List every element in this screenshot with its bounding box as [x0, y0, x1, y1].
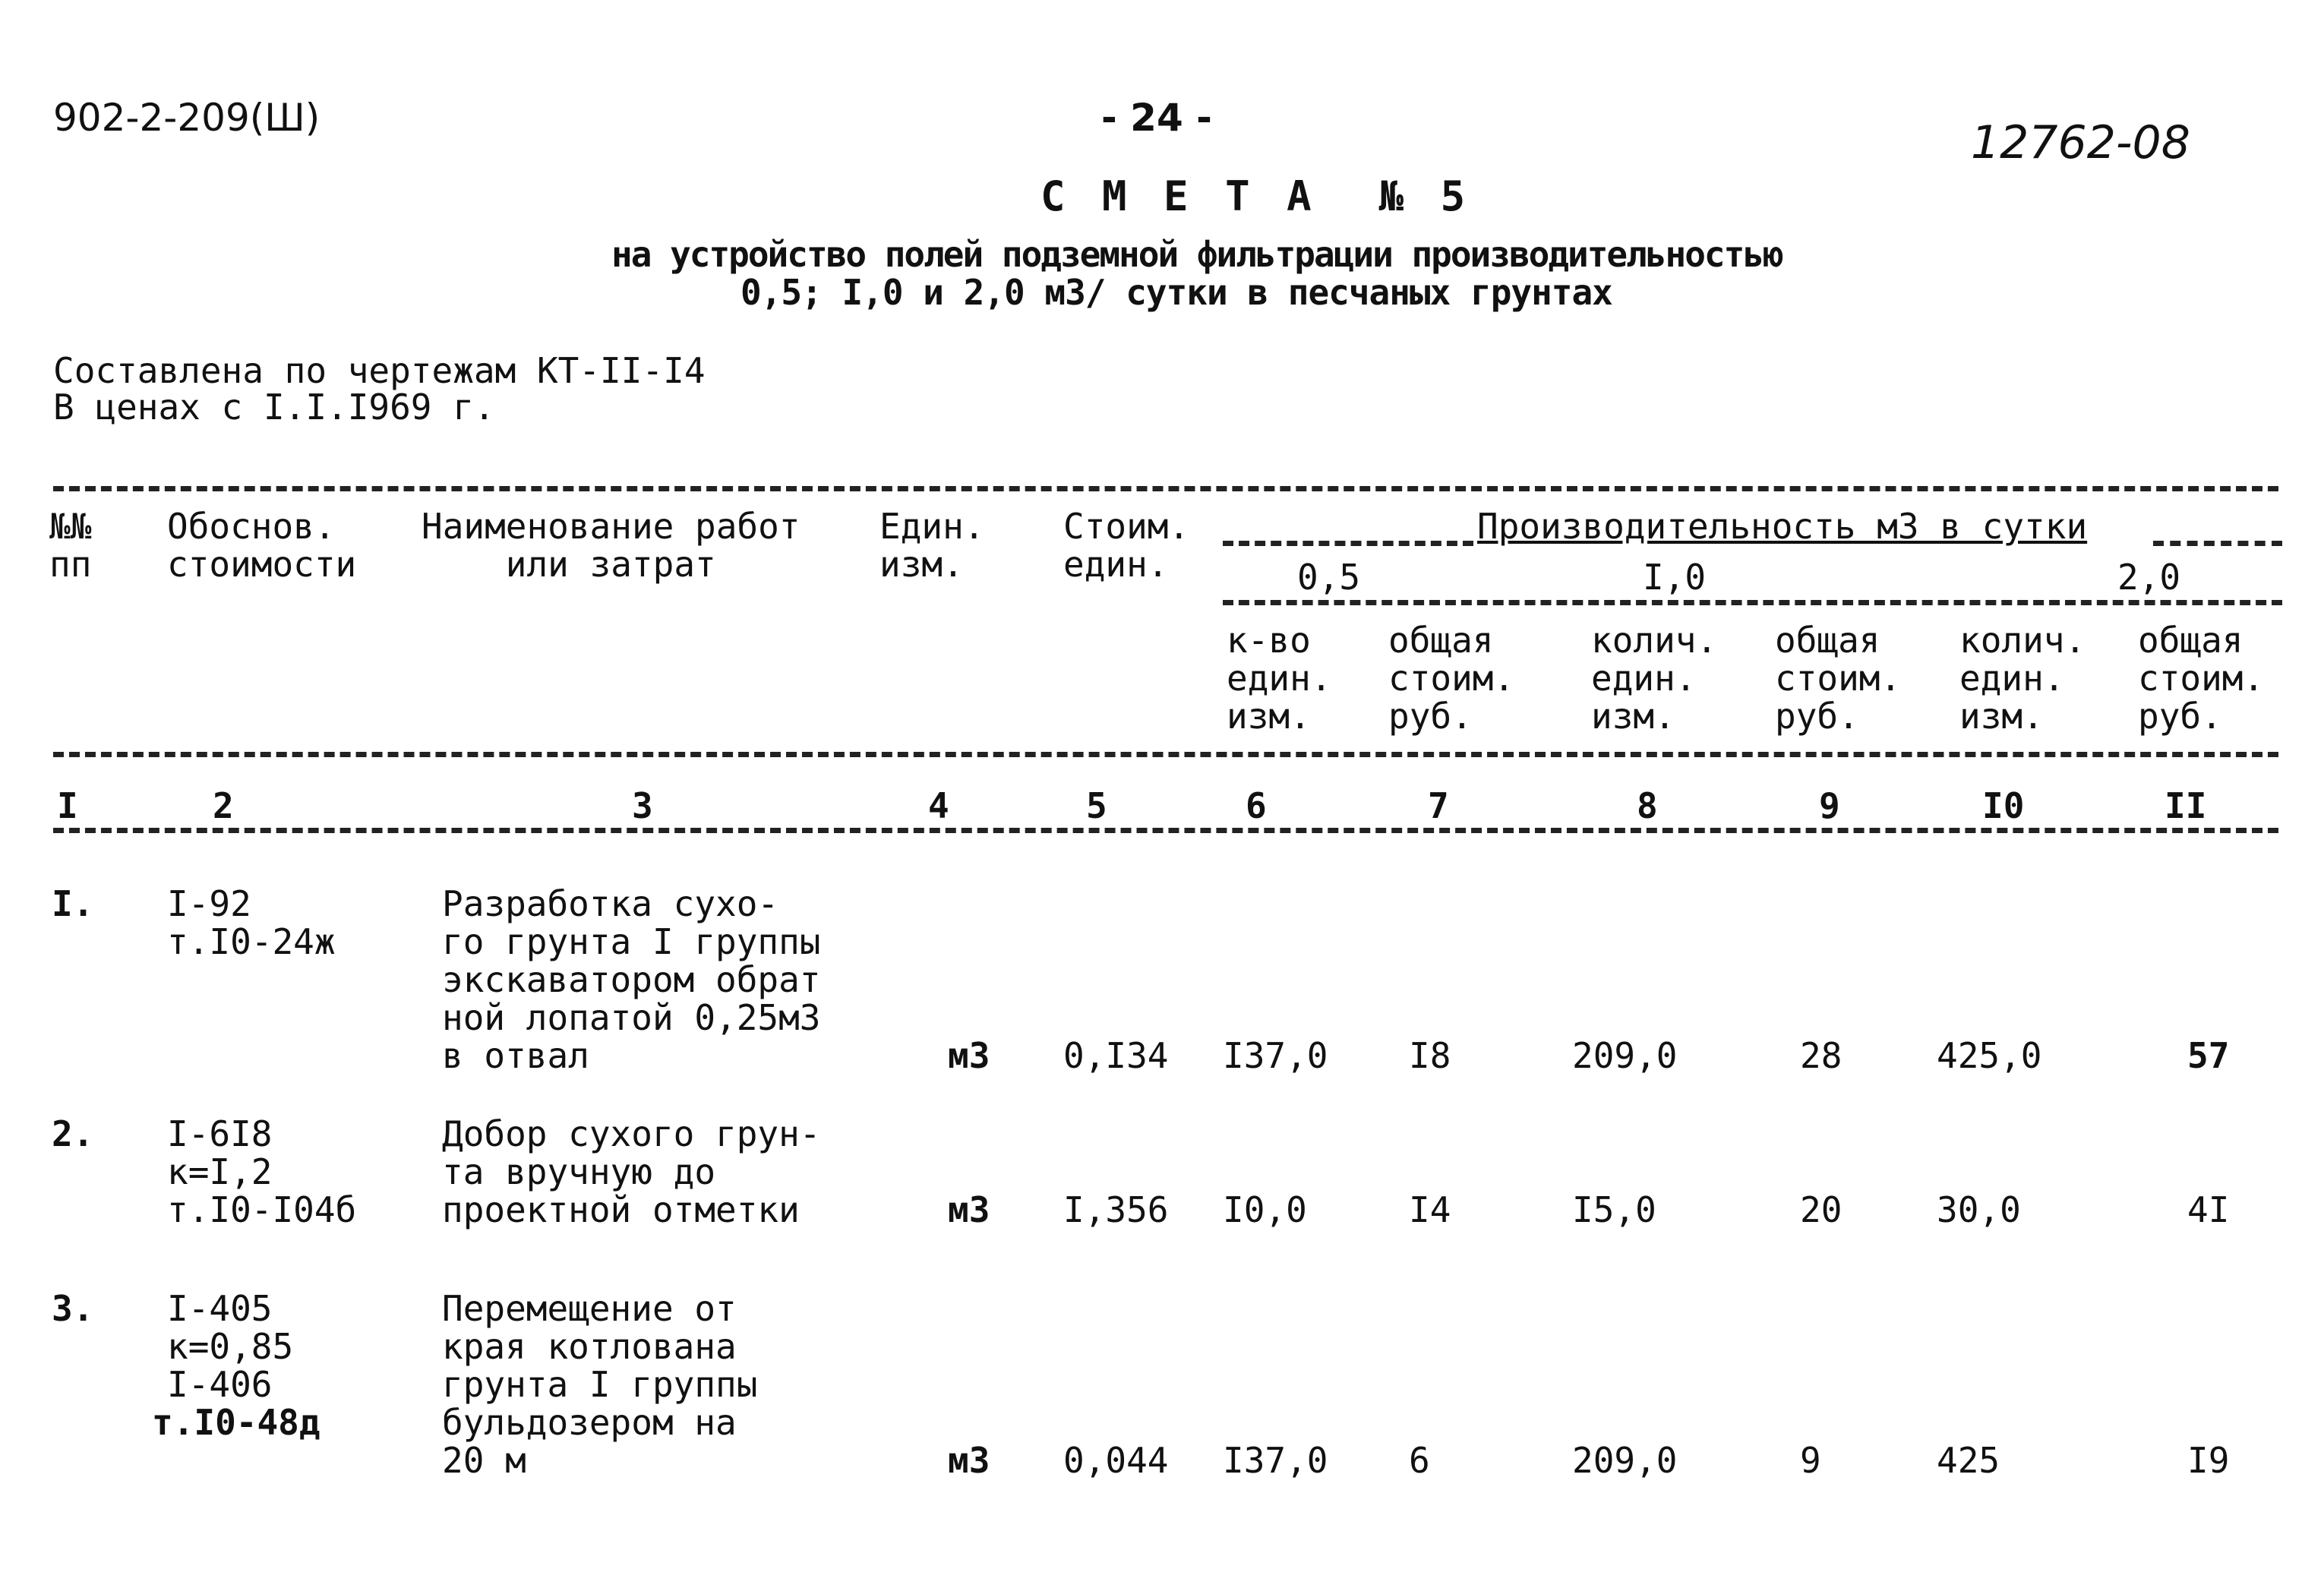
row-3-cost-0-5: 6 — [1409, 1440, 1430, 1481]
header-bottom-rule — [53, 752, 2278, 757]
row-3-number: 3. — [52, 1288, 94, 1329]
prices-as-of: В ценах с I.I.I969 г. — [53, 387, 495, 428]
document-title: С М Е Т А № 5 — [1040, 172, 1472, 220]
row-1-cost-0-5: I8 — [1409, 1035, 1451, 1076]
row-2-cost-0-5: I4 — [1409, 1189, 1451, 1230]
header-number: №№ пп — [49, 506, 92, 585]
capacity-0-5: 0,5 — [1291, 558, 1366, 596]
row-3-qty-0-5: I37,0 — [1223, 1440, 1328, 1481]
row-2-work-name: Добор сухого грун- та вручную до проектной отметки — [442, 1113, 821, 1230]
col-num-7: 7 — [1428, 785, 1449, 826]
header-basis: Обоснов. стоимости — [167, 506, 357, 585]
row-1-qty-0-5: I37,0 — [1223, 1035, 1328, 1076]
row-1-number: I. — [52, 883, 94, 924]
document-code: 902-2-209(Ш) — [53, 96, 320, 140]
subtitle-line-2: 0,5; I,0 и 2,0 м3/ сутки в песчаных грунтах — [740, 272, 1612, 313]
row-1-qty-2-0: 425,0 — [1937, 1035, 2042, 1076]
header-productivity: Производительность м3 в сутки — [1477, 506, 2088, 547]
row-2-cost-2-0: 4I — [2187, 1189, 2230, 1230]
row-3-basis: I-405 к=0,85 I-406 т.I0-48д — [152, 1288, 320, 1443]
capacity-2-0: 2,0 — [2111, 558, 2187, 596]
row-3-unit: м3 — [948, 1440, 990, 1481]
row-2-qty-0-5: I0,0 — [1223, 1189, 1307, 1230]
header-unit: Един. изм. — [879, 506, 985, 585]
header-work-name: Наименование работ или затрат — [422, 506, 800, 585]
row-1-unit: м3 — [948, 1035, 990, 1076]
handwritten-number: 12762-08 — [1971, 116, 2190, 169]
header-unit-price: Стоим. един. — [1063, 506, 1190, 585]
row-2-qty-1-0: I5,0 — [1572, 1189, 1656, 1230]
col-num-8: 8 — [1637, 785, 1658, 826]
header-col-6: к-во един. изм. — [1227, 620, 1332, 737]
row-3-cost-1-0: 9 — [1800, 1440, 1821, 1481]
col-num-1: I — [57, 785, 78, 826]
header-col-7: общая стоим. руб. — [1388, 620, 1515, 737]
row-3-qty-1-0: 209,0 — [1572, 1440, 1678, 1481]
page-number: - 24 - — [1101, 96, 1212, 140]
row-3-cost-2-0: I9 — [2187, 1440, 2230, 1481]
col-num-11: II — [2165, 785, 2207, 826]
row-2-unit: м3 — [948, 1189, 990, 1230]
subtitle-line-1: на устройство полей подземной фильтрации производительностью — [611, 234, 1782, 275]
col-num-10: I0 — [1982, 785, 2025, 826]
row-2-price: I,356 — [1063, 1189, 1169, 1230]
header-col-9: общая стоим. руб. — [1775, 620, 1902, 737]
row-2-basis: I-6I8 к=I,2 т.I0-I04б — [167, 1113, 357, 1230]
row-1-cost-2-0: 57 — [2187, 1035, 2230, 1076]
row-2-qty-2-0: 30,0 — [1937, 1189, 2021, 1230]
capacity-1-0: I,0 — [1637, 558, 1712, 596]
productivity-rule-left — [1223, 541, 1473, 546]
column-number-rule — [53, 828, 2278, 833]
row-1-basis: I-92 т.I0-24ж — [167, 883, 336, 962]
row-1-price: 0,I34 — [1063, 1035, 1169, 1076]
col-num-4: 4 — [928, 785, 949, 826]
header-col-8: колич. един. изм. — [1591, 620, 1718, 737]
row-1-work-name: Разработка сухо- го грунта I группы экскаватором обрат ной лопатой 0,25м3 в отвал — [442, 883, 821, 1076]
header-col-10: колич. един. изм. — [1959, 620, 2086, 737]
row-1-cost-1-0: 28 — [1800, 1035, 1842, 1076]
capacity-rule — [1223, 600, 2282, 605]
row-2-cost-1-0: 20 — [1800, 1189, 1842, 1230]
table-top-rule — [53, 486, 2278, 491]
col-num-5: 5 — [1086, 785, 1107, 826]
col-num-6: 6 — [1246, 785, 1267, 826]
row-2-number: 2. — [52, 1113, 94, 1154]
col-num-3: 3 — [632, 785, 653, 826]
productivity-rule-right — [2153, 541, 2282, 546]
col-num-9: 9 — [1819, 785, 1840, 826]
row-3-qty-2-0: 425 — [1937, 1440, 2000, 1481]
row-3-price: 0,044 — [1063, 1440, 1169, 1481]
col-num-2: 2 — [213, 785, 234, 826]
compiled-by-drawings: Составлена по чертежам КТ-II-I4 — [53, 350, 706, 391]
row-1-qty-1-0: 209,0 — [1572, 1035, 1678, 1076]
row-3-work-name: Перемещение от края котлована грунта I группы бульдозером на 20 м — [442, 1288, 758, 1481]
header-col-11: общая стоим. руб. — [2138, 620, 2265, 737]
